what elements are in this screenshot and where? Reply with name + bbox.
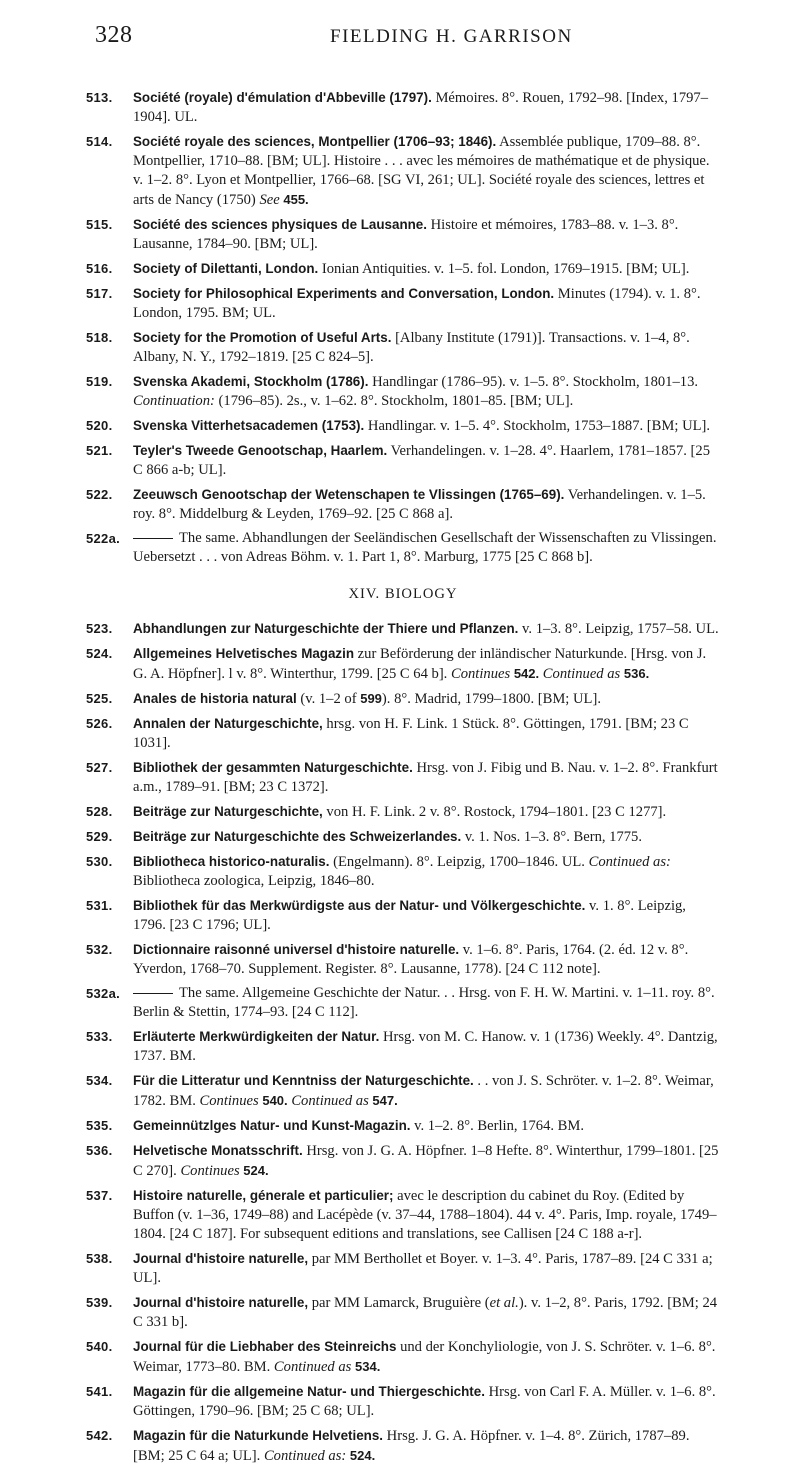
italic-note: Continues (180, 1163, 240, 1179)
bibliography-entry (86, 1337, 720, 1377)
entry-text: Hrsg. von J. Fibig und B. Nau. v. 1–2. 8°. Frankfurt a.m., 1789–91. [BM; 23 C 1372]. (133, 760, 718, 795)
entry-number: 534. (86, 1073, 113, 1088)
entry-number: 531. (86, 898, 113, 913)
entry-number: 542. (86, 1428, 113, 1443)
entry-text: v. 1–3. 8°. Leipzig, 1757–58. UL. (518, 621, 719, 637)
entry-text: Verhandelingen. v. 1–5. roy. 8°. Middelburg & Leyden, 1769–92. [25 C 868 a]. (133, 487, 706, 522)
entry-number: 525. (86, 691, 113, 706)
entry-number: 527. (86, 760, 113, 775)
entry-heading: Journal d'histoire naturelle, (133, 1295, 309, 1310)
entry-heading: Bibliothek der gesammten Naturgeschichte. (133, 760, 413, 775)
entry-text: Hrsg. von J. G. A. Höpfner. 1–8 Hefte. 8°. Winterthur, 1799–1801. [25 C 270]. (133, 1143, 719, 1179)
bibliography-entry (86, 619, 720, 639)
entry-number: 522a. (86, 531, 121, 546)
entry-heading: Bibliothek für das Merkwürdigste aus der Natur- und Völkergeschichte. (133, 898, 586, 913)
entry-heading: Society for the Promotion of Useful Arts. (133, 330, 392, 345)
entry-text: par MM Lamarck, Bruguière ( (308, 1295, 490, 1311)
bibliography-entry (86, 896, 720, 935)
entry-text: Ionian Antiquities. v. 1–5. fol. London, 1769–1915. [BM; UL]. (318, 261, 690, 277)
entry-heading: Société des sciences physiques de Lausanne. (133, 217, 427, 232)
italic-note: Continuation: (133, 393, 215, 409)
entry-text: ). 8°. Madrid, 1799–1800. [BM; UL]. (381, 691, 601, 707)
bibliography-entry (86, 984, 720, 1022)
page-number: 328 (95, 22, 133, 48)
entry-number: 517. (86, 286, 113, 301)
cross-reference: 536. (623, 666, 650, 681)
entry-heading: Histoire naturelle, génerale et particulier; (133, 1188, 394, 1203)
entry-number: 541. (86, 1384, 113, 1399)
entry-number: 532. (86, 942, 113, 957)
entry-number: 530. (86, 854, 113, 869)
italic-note: Continued as (291, 1093, 369, 1109)
entry-number: 533. (86, 1029, 113, 1044)
italic-note: Continued as (273, 1359, 352, 1375)
entry-number: 519. (86, 374, 113, 389)
italic-note: Continues (450, 666, 511, 682)
entry-heading: Société royale des sciences, Montpellier (1706–93; 1846). (133, 134, 497, 149)
entry-text: The same. Allgemeine Geschichte der Natur. . . Hrsg. von F. H. W. Martini. v. 1–11. roy. 8°. Berlin & Stettin, 1774–93. [24 C 112]. (133, 985, 715, 1020)
entry-text: Histoire et mémoires, 1783–88. v. 1–3. 8°. Lausanne, 1784–90. [BM; UL]. (133, 217, 679, 252)
entry-number: 526. (86, 716, 113, 731)
entry-text: und der Konchyliologie, von J. S. Schröter. v. 1–6. 8°. Weimar, 1773–80. BM. (133, 1339, 716, 1375)
entry-heading: Society of Dilettanti, London. (133, 261, 319, 276)
entry-text: von H. F. Link. 2 v. 8°. Rostock, 1794–1801. [23 C 1277]. (322, 804, 667, 820)
bibliography-entry (86, 259, 720, 279)
entry-number: 515. (86, 217, 113, 232)
entry-text: Handlingar (1786–95). v. 1–5. 8°. Stockholm, 1801–13. (368, 374, 699, 390)
bibliography-entry (86, 328, 720, 367)
italic-note: See (259, 192, 280, 208)
entry-heading: Anales de historia natural (133, 691, 297, 706)
page-content (86, 88, 720, 1471)
entry-number: 520. (86, 418, 113, 433)
entry-heading: Society for Philosophical Experiments and Conversation, London. (133, 286, 555, 301)
entry-number: 535. (86, 1118, 113, 1133)
entry-text: Hrsg. von Carl F. A. Müller. v. 1–6. 8°. Göttingen, 1790–96. [BM; 25 C 68; UL]. (133, 1384, 716, 1419)
bibliography-entry (86, 529, 720, 567)
entry-number: 529. (86, 829, 113, 844)
bibliography-entry (86, 132, 720, 210)
entry-text: Minutes (1794). v. 1. 8°. London, 1795. BM; UL. (133, 286, 701, 321)
bibliography-entry (86, 485, 720, 524)
entry-heading: Société (royale) d'émulation d'Abbeville (1797). (133, 90, 432, 105)
italic-note: Continues (199, 1093, 259, 1109)
cross-reference: 524. (243, 1163, 269, 1178)
entry-list-biology (86, 619, 720, 1466)
entry-heading: Abhandlungen zur Naturgeschichte der Thiere und Pflanzen. (133, 621, 519, 636)
entry-number: 537. (86, 1188, 113, 1203)
entry-heading: Svenska Vitterhetsacademen (1753). (133, 418, 365, 433)
entry-text: v. 1–2. 8°. Berlin, 1764. BM. (410, 1118, 585, 1134)
entry-heading: Annalen der Naturgeschichte, (133, 716, 323, 731)
bibliography-entry (86, 852, 720, 891)
bibliography-entry (86, 827, 720, 847)
entry-number: 513. (86, 90, 113, 105)
bibliography-entry (86, 1071, 720, 1111)
bibliography-entry (86, 284, 720, 323)
entry-heading: Svenska Akademi, Stockholm (1786). (133, 374, 369, 389)
entry-heading: Beiträge zur Naturgeschichte des Schweizerlandes. (133, 829, 462, 844)
entry-number: 528. (86, 804, 113, 819)
bibliography-entry (86, 88, 720, 127)
entry-number: 536. (86, 1143, 113, 1158)
section-heading: XIV. BIOLOGY (348, 586, 458, 602)
entry-text: v. 1. Nos. 1–3. 8°. Bern, 1775. (461, 829, 643, 845)
bibliography-entry (86, 802, 720, 822)
bibliography-entry (86, 1293, 720, 1332)
bibliography-entry (86, 1426, 720, 1466)
entry-number: 523. (86, 621, 113, 636)
entry-number: 514. (86, 134, 113, 149)
entry-text: ). v. 1–2, 8°. Paris, 1792. [BM; 24 C 331 b]. (133, 1295, 718, 1330)
ditto-dash (133, 538, 173, 539)
entry-number: 522. (86, 487, 113, 502)
cross-reference: 455. (283, 192, 309, 207)
page-header (95, 22, 705, 62)
bibliography-entry (86, 372, 720, 411)
entry-heading: Dictionnaire raisonné universel d'histoire naturelle. (133, 942, 460, 957)
entry-number: 532a. (86, 986, 121, 1001)
entry-text: (Engelmann). 8°. Leipzig, 1700–1846. UL. (329, 854, 589, 870)
bibliography-entry (86, 1116, 720, 1136)
entry-text: v. 1. 8°. Leipzig, 1796. [23 C 1796; UL]. (133, 898, 686, 933)
cross-reference: 542. (513, 666, 540, 681)
entry-number: 540. (86, 1339, 113, 1354)
entry-heading: Teyler's Tweede Genootschap, Haarlem. (133, 443, 388, 458)
bibliography-entry (86, 758, 720, 797)
entry-number: 539. (86, 1295, 113, 1310)
entry-text: (v. 1–2 of (296, 691, 361, 707)
entry-text: The same. Abhandlungen der Seeländischen Gesellschaft der Wissenschaften zu Vlissingen. Uebersetzt . . . von Adreas Böhm. v. 1. Part 1, 8°. Marburg, 1775 [25 C 868 b]. (133, 530, 717, 565)
entry-text: Mémoires. 8°. Rouen, 1792–98. [Index, 1797–1904]. UL. (133, 90, 709, 125)
entry-heading: Journal d'histoire naturelle, (133, 1251, 309, 1266)
entry-text: Hrsg. von M. C. Hanow. v. 1 (1736) Weekly. 4°. Dantzig, 1737. BM. (133, 1029, 718, 1064)
entry-heading: Gemeinnützlges Natur- und Kunst-Magazin. (133, 1118, 411, 1133)
entry-number: 538. (86, 1251, 113, 1266)
entry-heading: Helvetische Monatsschrift. (133, 1143, 303, 1158)
bibliography-entry (86, 441, 720, 480)
cross-reference: 534. (355, 1359, 381, 1374)
entry-text: [Albany Institute (1791)]. Transactions. v. 1–4, 8°. Albany, N. Y., 1792–1819. [25 C 824–5]. (133, 330, 690, 365)
bibliography-entry (86, 714, 720, 753)
cross-reference: 547. (372, 1093, 398, 1108)
entry-number: 521. (86, 443, 113, 458)
entry-list-institutions (86, 88, 720, 567)
bibliography-entry (86, 1249, 720, 1288)
entry-heading: Bibliotheca historico-naturalis. (133, 854, 330, 869)
entry-text: avec le description du cabinet du Roy. (Edited by Buffon (v. 1–36, 1749–88) and Lacépède (v. 37–44, 1788–1804). 44 v. 4°. Paris, Imp. royale, 1749–1804. [24 C 187]. For subsequent editions and translations, see Callisen [24 C 188 a-r]. (133, 1188, 717, 1242)
entry-text: par MM Berthollet et Boyer. v. 1–3. 4°. Paris, 1787–89. [24 C 331 a; UL]. (133, 1251, 713, 1286)
entry-text: hrsg. von H. F. Link. 1 Stück. 8°. Göttingen, 1791. [BM; 23 C 1031]. (133, 716, 689, 751)
italic-note: Continued as: (263, 1448, 347, 1464)
bibliography-entry (86, 1141, 720, 1181)
bibliography-entry (86, 689, 720, 709)
bibliography-entry (86, 644, 720, 684)
entry-text: v. 1–6. 8°. Paris, 1764. (2. éd. 12 v. 8°. Yverdon, 1768–70. Supplement. Register. 8°. Lausanne, 1778). [24 C 112 note]. (133, 942, 689, 977)
bibliography-entry (86, 215, 720, 254)
italic-note: Continued as (542, 666, 621, 682)
entry-heading: Magazin für die allgemeine Natur- und Thiergeschichte. (133, 1384, 485, 1399)
entry-heading: Journal für die Liebhaber des Steinreichs (133, 1339, 397, 1354)
entry-heading: Für die Litteratur und Kenntniss der Naturgeschichte. (133, 1073, 474, 1088)
entry-number: 516. (86, 261, 113, 276)
entry-heading: Magazin für die Naturkunde Helvetiens. (133, 1428, 384, 1443)
entry-heading: Erläuterte Merkwürdigkeiten der Natur. (133, 1029, 380, 1044)
bibliography-entry (86, 416, 720, 436)
entry-number: 524. (86, 646, 113, 661)
entry-text: Verhandelingen. v. 1–28. 4°. Haarlem, 1781–1857. [25 C 866 a-b; UL]. (133, 443, 711, 478)
bibliography-entry (86, 1027, 720, 1066)
running-title: FIELDING H. GARRISON (330, 26, 573, 47)
entry-heading: Zeeuwsch Genootschap der Wetenschapen te Vlissingen (1765–69). (133, 487, 565, 502)
bibliography-entry (86, 1186, 720, 1244)
entry-heading: Allgemeines Helvetisches Magazin (133, 646, 355, 661)
ditto-dash (133, 993, 173, 994)
entry-text: . . von J. S. Schröter. v. 1–2. 8°. Weimar, 1782. BM. (133, 1073, 714, 1109)
entry-number: 518. (86, 330, 113, 345)
entry-text: zur Beförderung der inländischer Naturkunde. [Hrsg. von J. G. A. Höpfner]. l v. 8°. Winterthur, 1799. [25 C 64 b]. (133, 646, 707, 682)
entry-text: Handlingar. v. 1–5. 4°. Stockholm, 1753–1887. [BM; UL]. (364, 418, 711, 434)
entry-text: Assemblée publique, 1709–88. 8°. Montpellier, 1710–88. [BM; UL]. Histoire . . . avec les mémoires de mathématique et de physique. v. 1–2. 8°. Lyon et Montpellier, 1766–68. [SG VI, 261; UL]. Société royale des sciences, lettres et arts de Nancy (1750) (133, 134, 710, 208)
italic-note: et al. (489, 1295, 519, 1311)
entry-text: Bibliotheca zoologica, Leipzig, 1846–80. (133, 873, 375, 889)
bibliography-entry (86, 940, 720, 979)
cross-reference: 540. (262, 1093, 288, 1108)
cross-reference: 599 (360, 691, 382, 706)
bibliography-entry (86, 1382, 720, 1421)
entry-text: (1796–85). 2s., v. 1–62. 8°. Stockholm, 1801–85. [BM; UL]. (214, 393, 574, 409)
cross-reference: 524. (349, 1448, 376, 1463)
italic-note: Continued as: (588, 854, 671, 870)
entry-heading: Beiträge zur Naturgeschichte, (133, 804, 323, 819)
entry-text: Hrsg. J. G. A. Höpfner. v. 1–4. 8°. Zürich, 1787–89. [BM; 25 C 64 a; UL]. (133, 1428, 690, 1464)
